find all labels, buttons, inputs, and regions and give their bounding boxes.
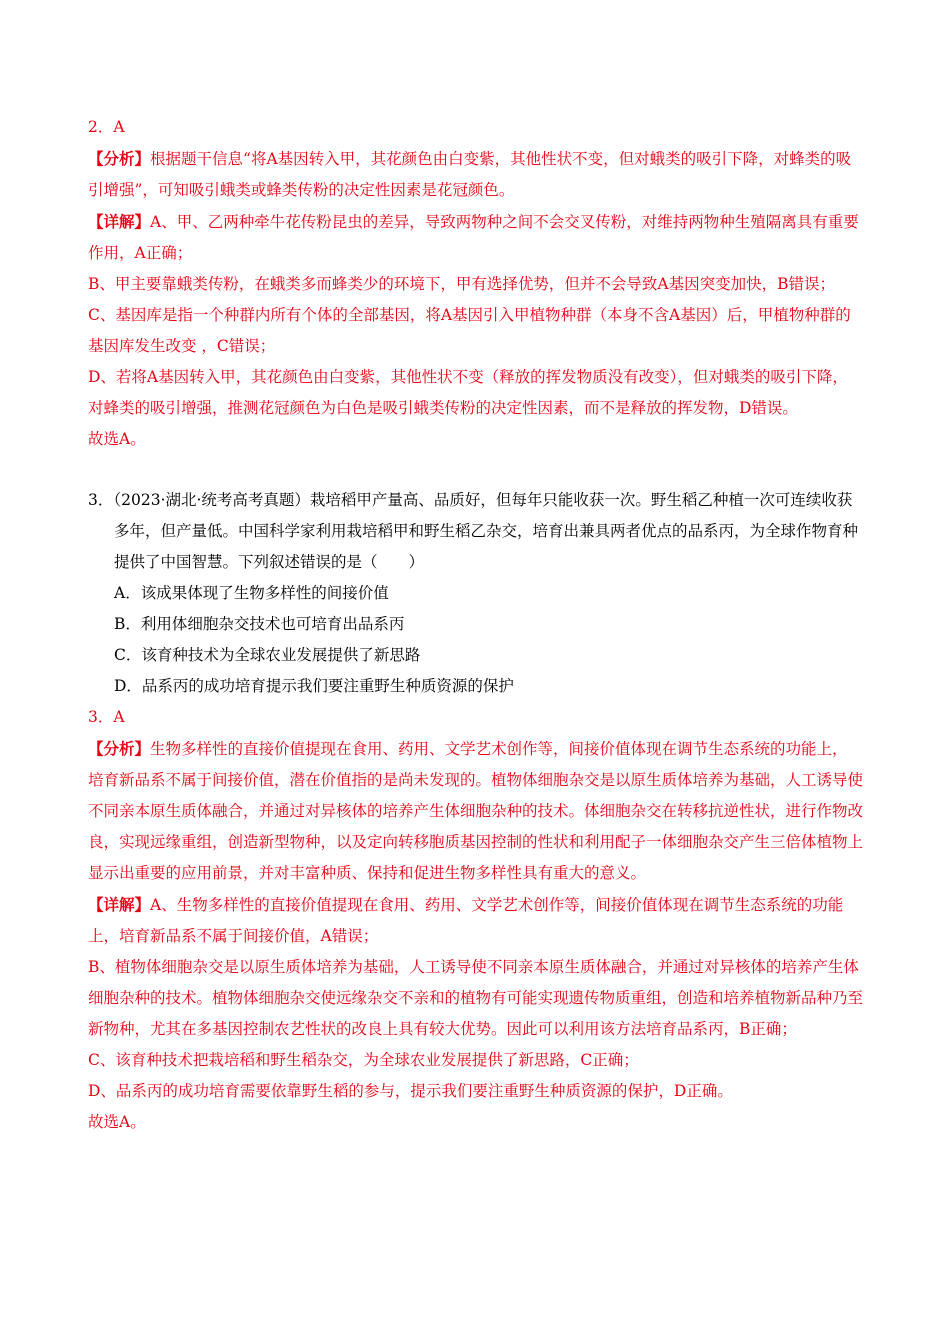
q2-detail-b: B、甲主要靠蛾类传粉，在蛾类多而蜂类少的环境下，甲有选择优势，但并不会导致A基因突变加快，B错误； bbox=[88, 275, 835, 293]
q2-answer: 2．A bbox=[88, 118, 125, 136]
document-content bbox=[88, 112, 863, 1138]
q2-detail-c: C、基因库是指一个种群内所有个体的全部基因，将A基因引入甲植物种群（本身不含A基因）后，甲植物种群的基因库发生改变 ，C错误； bbox=[88, 306, 851, 355]
q3-conclusion: 故选A。 bbox=[88, 1113, 146, 1131]
detail-tag: 【详解】 bbox=[88, 895, 151, 914]
q3-stem: 3．（2023·湖北·统考高考真题）栽培稻甲产量高、品质好，但每年只能收获一次。野生稻乙种植一次可连续收获多年，但产量低。中国科学家利用栽培稻甲和野生稻乙杂交，培育出兼具两者优点的品系丙，为全球作物育种提供了中国智慧。下列叙述错误的是（ ） bbox=[88, 491, 859, 571]
q2-analysis-text: 根据题干信息“将A基因转入甲，其花颜色由白变紫，其他性状不变，但对蛾类的吸引下降，对蜂类的吸引增强”，可知吸引蛾类或蜂类传粉的决定性因素是花冠颜色。 bbox=[88, 150, 852, 199]
q3-option-d: D．品系丙的成功培育提示我们要注重野生种质资源的保护 bbox=[114, 677, 514, 695]
q3-detail-d: D、品系丙的成功培育需要依靠野生稻的参与，提示我们要注重野生种质资源的保护，D正确。 bbox=[88, 1082, 733, 1100]
analysis-tag: 【分析】 bbox=[88, 739, 151, 758]
q2-conclusion: 故选A。 bbox=[88, 430, 146, 448]
detail-tag: 【详解】 bbox=[88, 212, 151, 231]
section-gap bbox=[88, 455, 863, 485]
q3-option-b: B．利用体细胞杂交技术也可培育出品系丙 bbox=[114, 615, 405, 633]
q3-analysis-text: 生物多样性的直接价值提现在食用、药用、文学艺术创作等，间接价值体现在调节生态系统的功能上，培育新品系不属于间接价值，潜在价值指的是尚未发现的。植物体细胞杂交是以原生质体培养为基础，人工诱导使不同亲本原生质体融合，并通过对异核体的培养产生体细胞杂种的技术。体细胞杂交在转移抗逆性状，进行作物改良，实现远缘重组，创造新型物种，以及定向转移胞质基因控制的性状和利用配子一体细胞杂交产生三倍体植物上显示出重要的应用前景，并对丰富种质、保持和促进生物多样性具有重大的意义。 bbox=[88, 740, 864, 882]
q3-detail-a bbox=[88, 889, 863, 952]
q3-detail-b: B、植物体细胞杂交是以原生质体培养为基础，人工诱导使不同亲本原生质体融合，并通过对异核体的培养产生体细胞杂种的技术。植物体细胞杂交使远缘杂交不亲和的植物有可能实现遗传物质重组，创造和培养植物新品种乃至新物种，尤其在多基因控制农艺性状的改良上具有较大优势。因此可以利用该方法培育品系丙，B正确； bbox=[88, 958, 864, 1038]
q2-detail-d: D、若将A基因转入甲，其花颜色由白变紫，其他性状不变（释放的挥发物质没有改变），但对蛾类的吸引下降，对蜂类的吸引增强，推测花冠颜色为白色是吸引蛾类传粉的决定性因素，而不是释放的挥发物，D错误。 bbox=[88, 368, 848, 417]
q3-detail-a-text: A、生物多样性的直接价值提现在食用、药用、文学艺术创作等，间接价值体现在调节生态系统的功能上，培育新品系不属于间接价值，A错误； bbox=[88, 896, 844, 945]
q3-option-a: A．该成果体现了生物多样性的间接价值 bbox=[114, 584, 389, 602]
q3-analysis bbox=[88, 733, 863, 889]
q3-option-c: C．该育种技术为全球农业发展提供了新思路 bbox=[114, 646, 421, 664]
q3-detail-c: C、该育种技术把栽培稻和野生稻杂交，为全球农业发展提供了新思路，C正确； bbox=[88, 1051, 639, 1069]
q2-detail-a bbox=[88, 206, 863, 269]
q2-detail-a-text: A、甲、乙两种牵牛花传粉昆虫的差异，导致两物种之间不会交叉传粉，对维持两物种生殖隔离具有重要作用，A正确； bbox=[88, 213, 859, 262]
q3-answer: 3．A bbox=[88, 708, 125, 726]
analysis-tag: 【分析】 bbox=[88, 149, 151, 168]
q2-analysis bbox=[88, 143, 863, 206]
